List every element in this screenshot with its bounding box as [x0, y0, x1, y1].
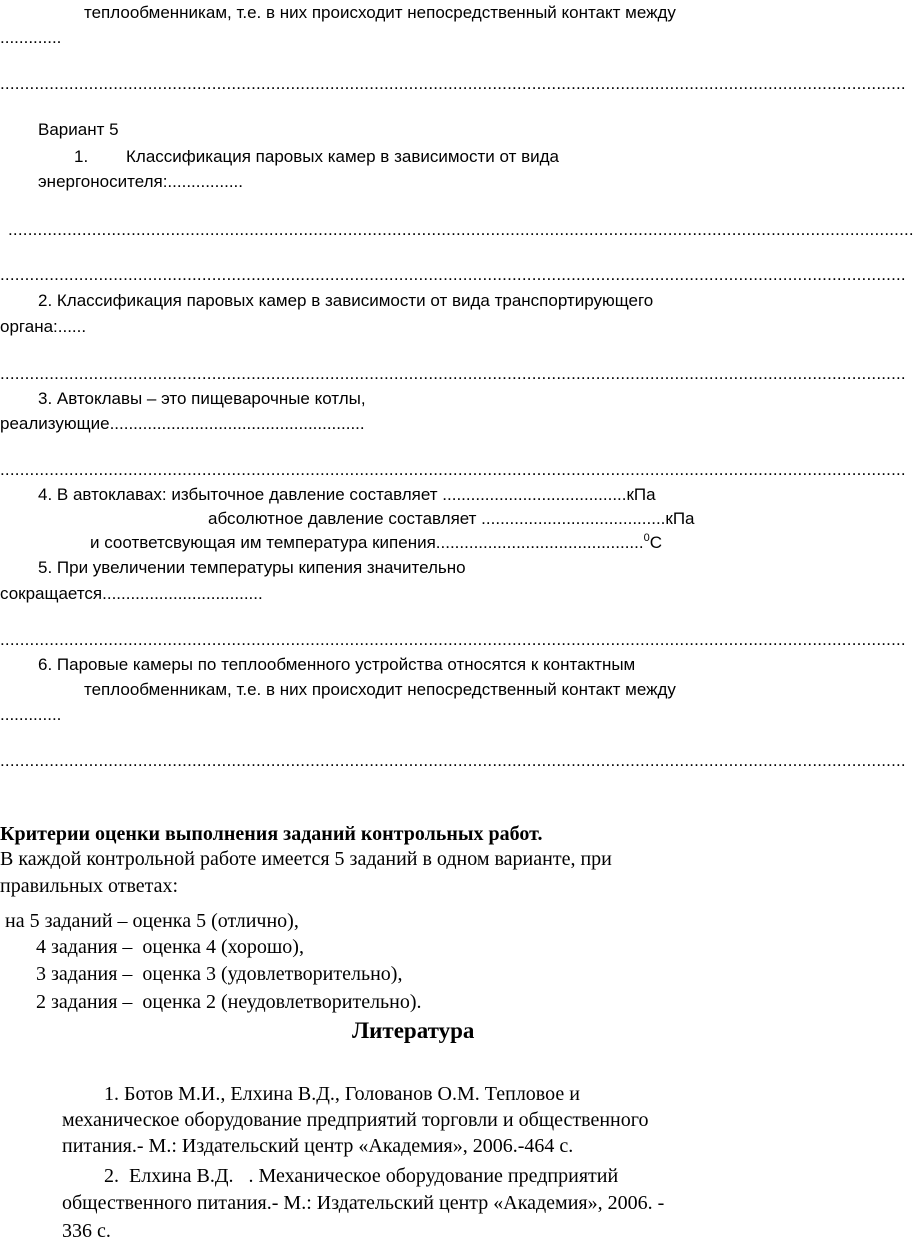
- top-line-1: теплообменникам, т.е. в них происходит непосредственный контакт между: [84, 3, 676, 22]
- q1-number: 1.: [74, 147, 89, 166]
- q3-line-1: 3. Автоклавы – это пищеварочные котлы,: [38, 389, 366, 408]
- q5-dots: ........................................................................................................................................................................................: [0, 630, 906, 649]
- q4-line-1: 4. В автоклавах: избыточное давление составляет .......................................кПа: [38, 485, 656, 504]
- q6-line-1: 6. Паровые камеры по теплообменного устройства относятся к контактным: [38, 655, 636, 674]
- q1-dots-1: ........................................................................................................................................................................................: [8, 220, 914, 239]
- q1-line-1: Классификация паровых камер в зависимости от вида: [126, 147, 559, 166]
- criteria-intro-1: В каждой контрольной работе имеется 5 заданий в одном варианте, при: [0, 848, 612, 870]
- criteria-intro-2: правильных ответах:: [0, 875, 179, 897]
- q3-dots: ........................................................................................................................................................................................: [0, 460, 906, 479]
- ref1-line-2: механическое оборудование предприятий торговли и общественного: [62, 1109, 649, 1131]
- q2-line-1: 2. Классификация паровых камер в зависимости от вида транспортирующего: [38, 291, 654, 310]
- ref1-line-1: 1. Ботов М.И., Елхина В.Д., Голованов О.М. Тепловое и: [104, 1083, 580, 1105]
- q4-degree-sup: 0: [643, 532, 650, 544]
- q5-line-2: сокращается..................................: [0, 584, 263, 603]
- criteria-title: Критерии оценки выполнения заданий контрольных работ.: [0, 823, 543, 845]
- top-line-2: .............: [0, 28, 62, 47]
- q3-line-2: реализующие......................................................: [0, 414, 365, 433]
- q4-line-2: абсолютное давление составляет .......................................кПа: [208, 509, 695, 528]
- q1-dots-2: ........................................................................................................................................................................................: [0, 265, 906, 284]
- q4-line-3: и соответсвующая им температура кипения............................................$^0$С: [90, 532, 663, 552]
- q6-line-2: теплообменникам, т.е. в них происходит непосредственный контакт между: [84, 680, 676, 699]
- ref2-line-3: 336 с.: [62, 1220, 111, 1242]
- criteria-item-4: 2 задания – оценка 2 (неудовлетворительно).: [36, 991, 422, 1013]
- ref2-line-1: 2. Елхина В.Д. . Механическое оборудование предприятий: [104, 1165, 619, 1187]
- q6-dots: ........................................................................................................................................................................................: [0, 751, 906, 770]
- variant-title: Вариант 5: [38, 120, 119, 139]
- literature-heading: Литература: [352, 1018, 475, 1043]
- criteria-item-3: 3 задания – оценка 3 (удовлетворительно),: [36, 963, 403, 985]
- ref2-line-2: общественного питания.- М.: Издательский центр «Академия», 2006. -: [62, 1192, 665, 1214]
- criteria-item-2: 4 задания – оценка 4 (хорошо),: [36, 936, 304, 958]
- q5-line-1: 5. При увеличении температуры кипения значительно: [38, 558, 466, 577]
- top-dots: ........................................................................................................................................................................................: [0, 74, 906, 93]
- q1-line-2: энергоносителя:................: [38, 172, 243, 191]
- q2-dots: ........................................................................................................................................................................................: [0, 364, 906, 383]
- criteria-item-1: на 5 заданий – оценка 5 (отлично),: [0, 910, 299, 932]
- ref1-line-3: питания.- М.: Издательский центр «Академия», 2006.-464 с.: [62, 1135, 574, 1157]
- q6-line-3: .............: [0, 705, 62, 724]
- q2-line-2: органа:......: [0, 317, 87, 336]
